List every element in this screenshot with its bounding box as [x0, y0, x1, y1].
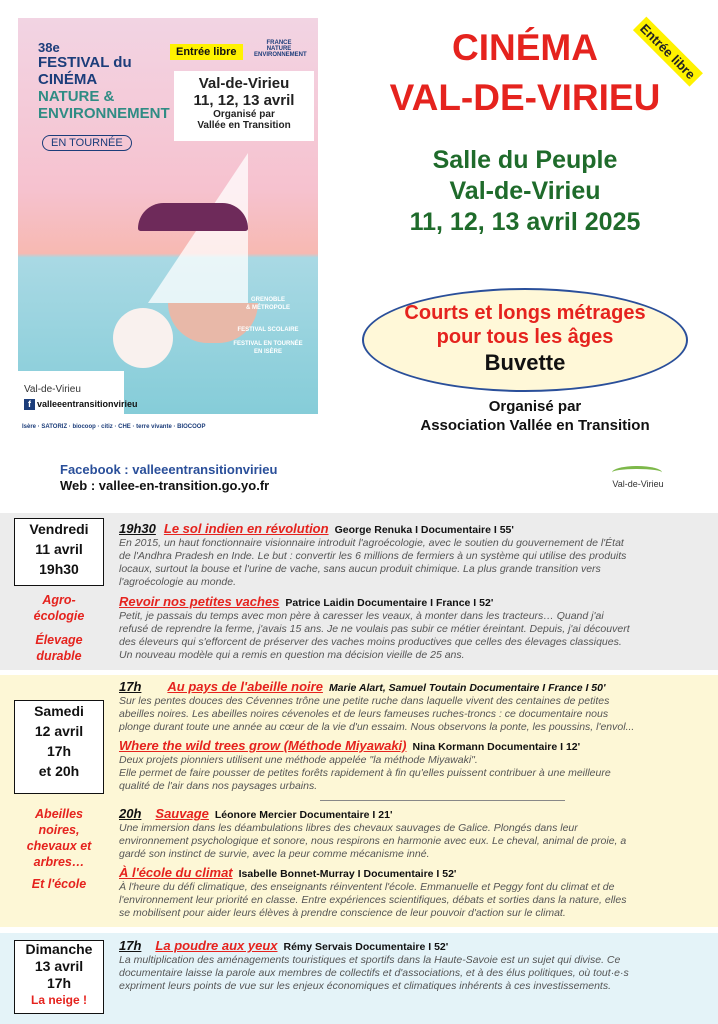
- film-description: En 2015, un haut fonctionnaire visionnaire introduit l'agroécologie, avec le soutien du gouvernement de l'État de l'Andhra Pradesh en Inde. Le but : convertir les 6 millions de fermiers à un système qui utilise des produits locaux, surtout la bouse et l'urine de vache, sans aucun produit chimique. La plus grande transition vers l'agroécologie au monde.: [119, 537, 627, 588]
- festival-poster: [18, 18, 318, 446]
- organiser-line2: Association Vallée en Transition: [420, 417, 650, 434]
- friday-theme: Agro- écologie Élevage durable: [33, 593, 85, 663]
- film-description: Sur les pentes douces des Cévennes trône une petite ruche dans laquelle vivent des centaines de petites abeilles noires. Les abeilles noires cévenoles et de leurs fameuses ruches-troncs : ce documentaire nous plonge durant toute une année au cœur de la vie d'un essaim. Nous observons la ponte, les poussins, l'envol...: [119, 695, 635, 733]
- entree-libre-ribbon: Entrée libre: [633, 17, 703, 87]
- venue-town: Val-de-Virieu: [449, 177, 601, 205]
- film-header: 17h Au pays de l'abeille noire Marie Alart, Samuel Toutain Documentaire I France I 50': [119, 679, 606, 694]
- figure-illustration: [113, 308, 173, 368]
- page-title-line2: VAL-DE-VIRIEU: [389, 77, 661, 118]
- saturday-daybox: Samedi 12 avril 17h et 20h: [14, 700, 104, 794]
- poster-festival-title: FESTIVAL du CINÉMA NATURE & ENVIRONNEMENT: [38, 54, 170, 122]
- poster-partners-strip: [18, 414, 318, 446]
- film-header: Revoir nos petites vaches Patrice Laidin Documentaire I France I 52': [119, 594, 494, 609]
- poster-entree-badge: Entrée libre: [170, 44, 243, 60]
- vdv-logo: [606, 466, 670, 489]
- film-header: 19h30 Le sol indien en révolution George Renuka I Documentaire I 55': [119, 521, 514, 536]
- film-description: La multiplication des aménagements touristiques et sportifs dans la Haute-Savoie est un sujet qui divise. Ce documentaire laisse la parole aux membres de collectifs et d'associations, et à des élus politiques, où tout·e·s expriment leurs points de vue sur les enjeux économiques et climatiques inhérents à ces investissements.: [119, 954, 629, 992]
- vdv-logo-arc: [612, 466, 662, 479]
- poster-date-box: Val-de-Virieu 11, 12, 13 avril Organisé par Vallée en Transition: [174, 71, 314, 141]
- island-illustration: [138, 203, 248, 231]
- venue-name: Salle du Peuple: [432, 146, 618, 174]
- film-header: Where the wild trees grow (Méthode Miyawaki) Nina Kormann Documentaire I 12': [119, 738, 581, 753]
- fne-badge: FRANCE NATURE ENVIRONNEMENT: [254, 40, 307, 58]
- courts-line1: Courts et longs métrages: [404, 302, 646, 324]
- film-description: Une immersion dans les déambulations libres des chevaux sauvages de Galice. Plongés dans leur environnement psychologique et sonore, nous respirons en harmonie avec eux. Le cheval, animal de proie, a gardé son instinct de survie, avec la peur comme mécanisme inné.: [119, 822, 627, 860]
- vdv-logo-text: Val-de-Virieu: [612, 479, 664, 489]
- poster-edition: 38e: [38, 40, 60, 55]
- film-description: À l'heure du défi climatique, des enseignants réinventent l'école. Emmanuelle et Peggy font du climat et de l'environnement leur priorité en classe. Entre expériences scientifiques, débats et sorties dans la nature, elles se mobilisent pour aider leurs élèves à prendre conscience de leur pouvoir d'action sur le climat.: [119, 881, 627, 919]
- poster-vdv-name: Val-de-Virieu: [24, 384, 81, 395]
- film-header: 20h Sauvage Léonore Mercier Documentaire I 21': [119, 806, 393, 821]
- sunday-theme: La neige !: [30, 993, 87, 1007]
- poster-tour: EN TOURNÉE: [42, 135, 132, 151]
- film-header: 17h La poudre aux yeux Rémy Servais Documentaire I 52': [119, 938, 449, 953]
- facebook-link[interactable]: Facebook : valleeentransitionvirieu: [60, 462, 278, 477]
- saturday-theme: Abeilles noires, chevaux et arbres… Et l'école: [26, 807, 92, 891]
- poster-partners: Isère · SATORIZ · biocoop · citiz · CHE · terre vivante · BIOCOOP: [22, 424, 206, 430]
- sunday-daybox: Dimanche 13 avril 17h La neige !: [14, 940, 104, 1014]
- web-link[interactable]: Web : vallee-en-transition.go.yo.fr: [60, 478, 270, 493]
- courts-line2: pour tous les âges: [436, 326, 614, 348]
- poster-side-info: GRENOBLE & MÉTROPOLE FESTIVAL SCOLAIRE FESTIVAL EN TOURNÉE EN ISÈRE: [233, 297, 303, 355]
- page-title-line1: CINÉMA: [452, 27, 598, 68]
- film-description: Petit, je passais du temps avec mon père à caresser les veaux, à monter dans les tracteurs… Quand j'ai refusé de reprendre la ferme, j'avais 15 ans. Je ne voulais pas subir ce métier éreintant. Depuis, j'ai découvert des éleveurs qui s'efforcent de préserver des vaches moins productives que celles des élevages classiques. Un nouveau modèle qui a remis en question ma décision vieille de 25 ans.: [119, 610, 630, 661]
- venue-dates: 11, 12, 13 avril 2025: [409, 208, 641, 236]
- buvette-label: Buvette: [484, 350, 566, 375]
- poster-fb-handle: valleeentransitionvirieu: [37, 399, 138, 409]
- film-header: À l'école du climat Isabelle Bonnet-Murray I Documentaire I 52': [119, 865, 457, 880]
- friday-daybox: Vendredi 11 avril 19h30: [14, 518, 104, 586]
- organiser-line1: Organisé par: [488, 398, 582, 415]
- facebook-icon: f: [24, 399, 35, 410]
- divider: [320, 800, 565, 801]
- film-description: Deux projets pionniers utilisent une méthode appelée "la méthode Miyawaki". Elle permet de faire pousser de petites forêts rapidement à fin qu'elles puissent contribuer à une meilleure qualité de l'air dans nos paysages urbains.: [119, 754, 611, 792]
